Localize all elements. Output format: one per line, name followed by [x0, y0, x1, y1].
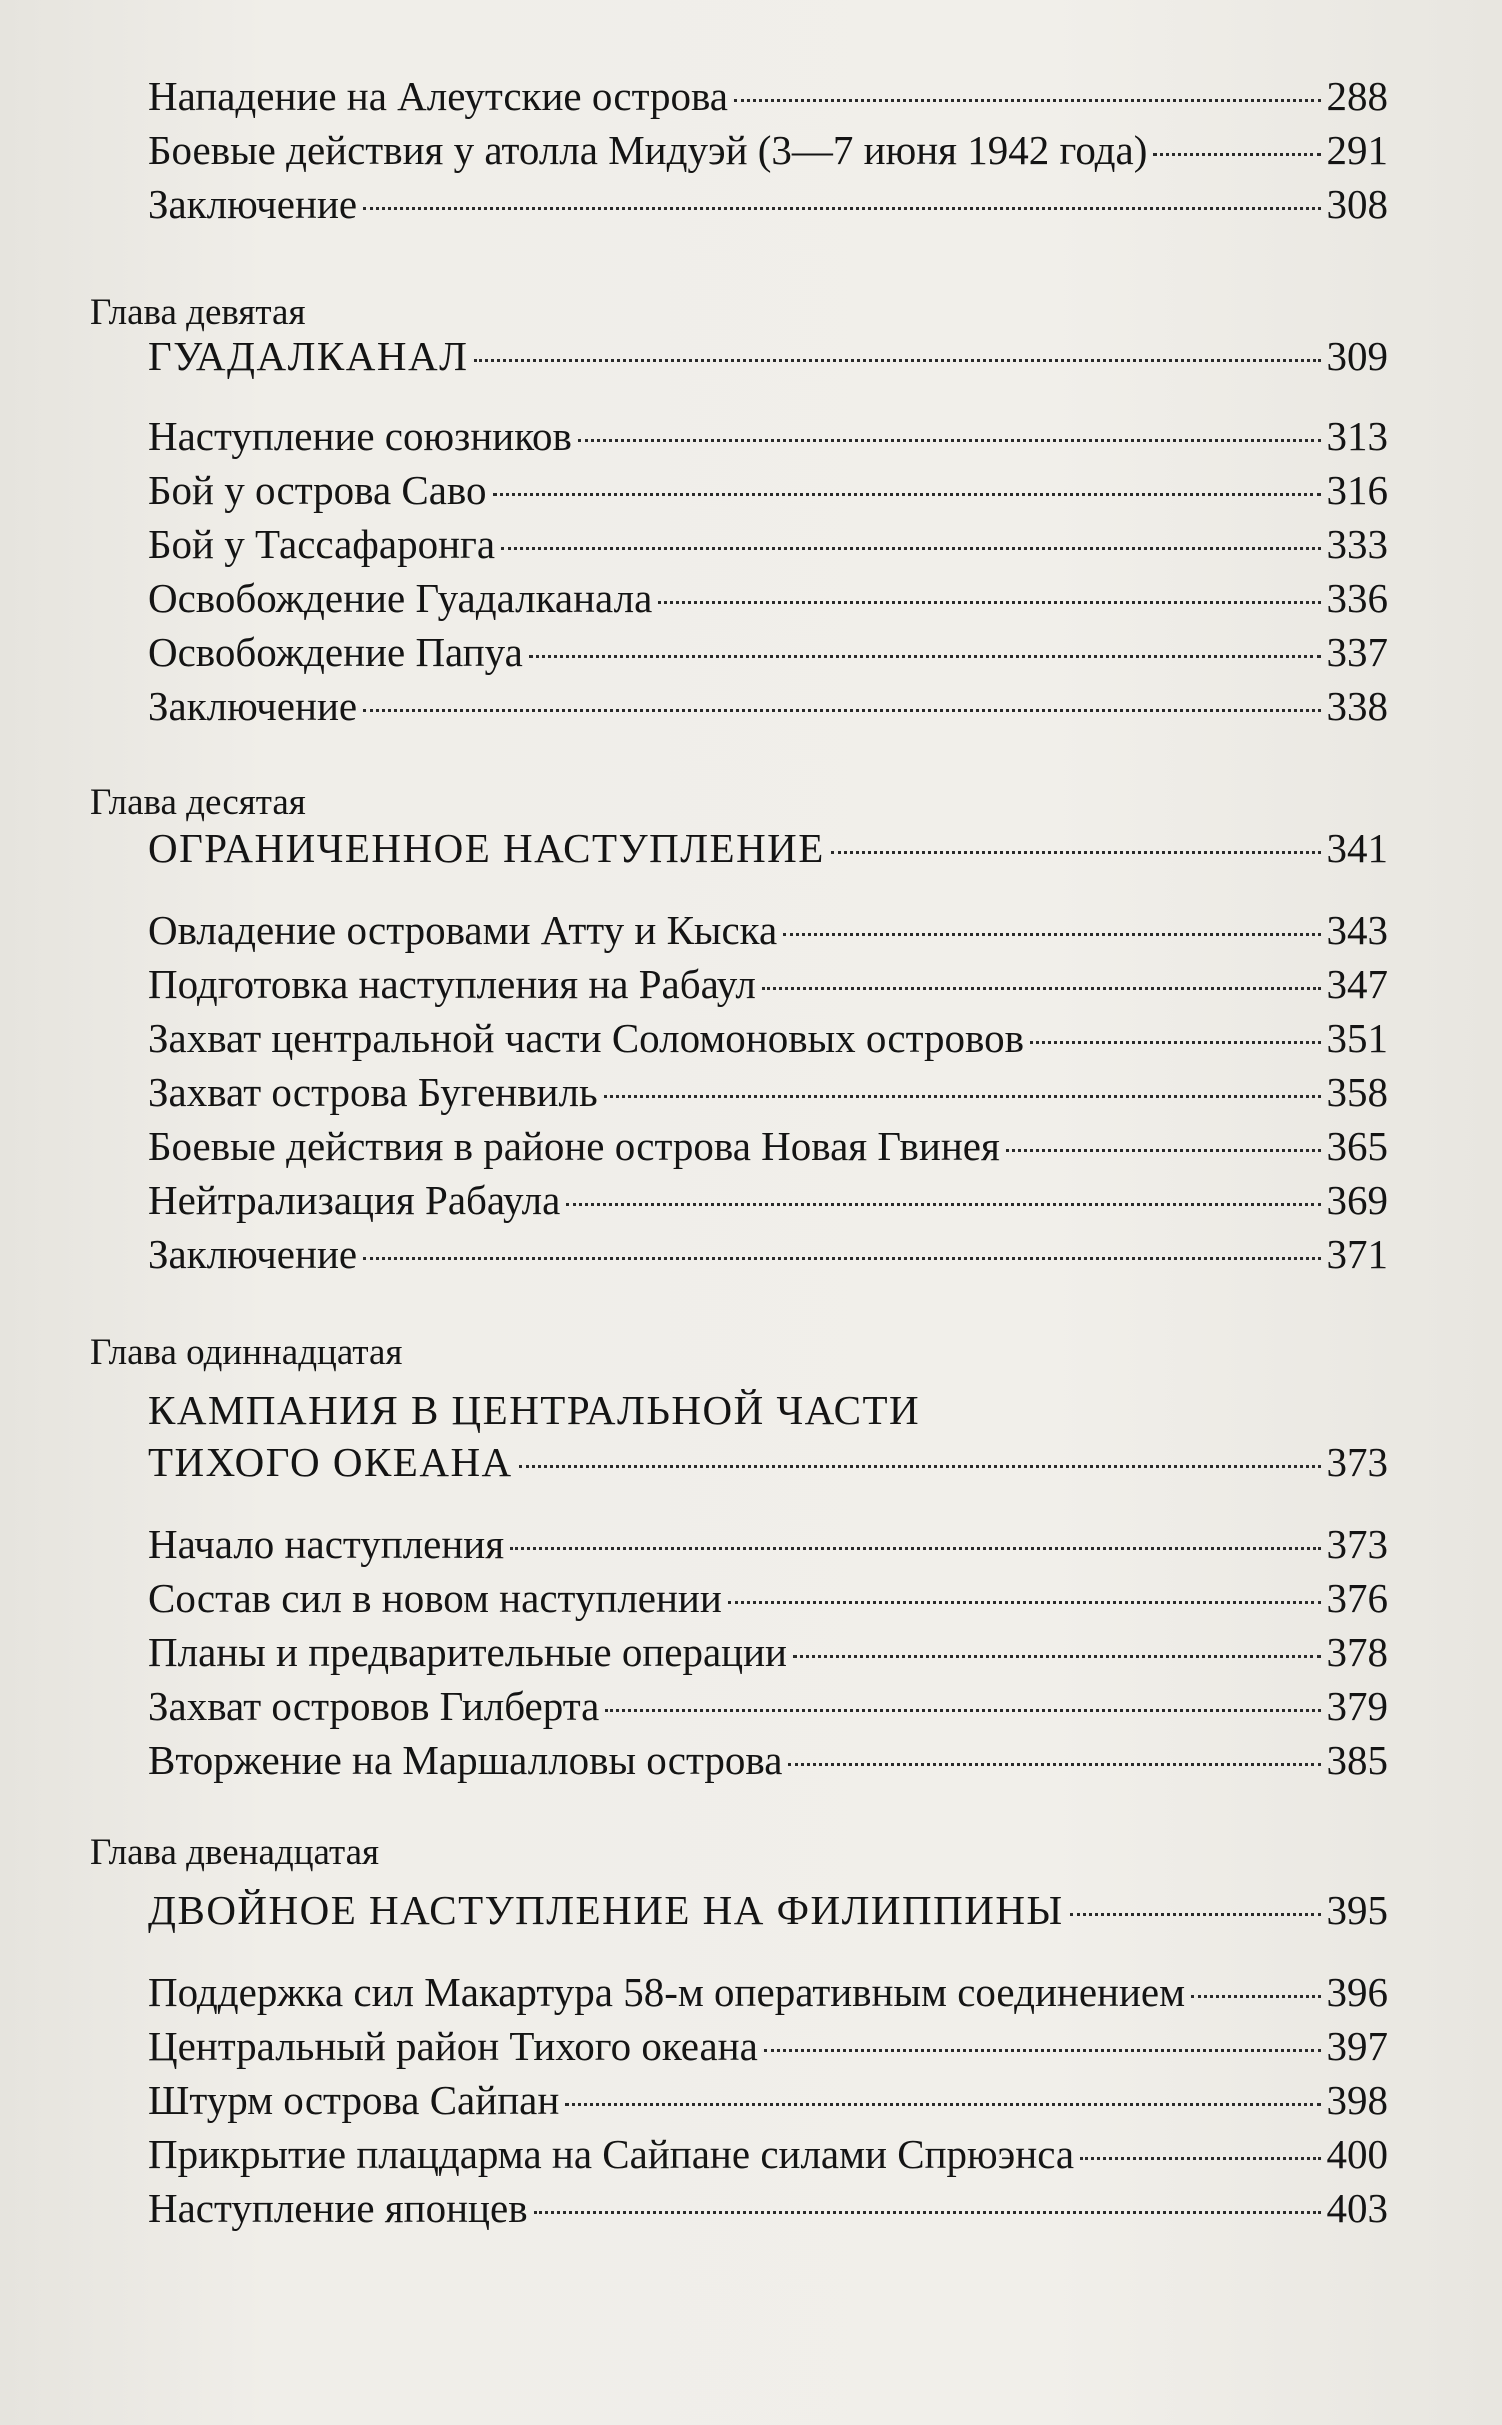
toc-entry-page: 396: [1326, 1969, 1388, 2015]
toc-entry-page: 373: [1326, 1521, 1388, 1567]
toc-entry: [148, 2020, 1388, 2072]
toc-entry-page: 343: [1326, 907, 1388, 953]
toc-entry-title: Центральный район Тихого океана: [148, 2023, 758, 2069]
toc-entry-title: Заключение: [148, 683, 358, 729]
toc-entry: [148, 518, 1388, 570]
toc-entry-page: 397: [1326, 2023, 1388, 2069]
toc-entry-page: 369: [1326, 1177, 1388, 1223]
chapter-heading-title: ОГРАНИЧЕННОЕ НАСТУПЛЕНИЕ: [148, 825, 825, 871]
dot-leader: [831, 851, 1321, 854]
toc-entry: [148, 1680, 1388, 1732]
toc-entry: [148, 958, 1388, 1010]
toc-entry-title: Заключение: [148, 181, 358, 227]
chapter-heading-title: ТИХОГО ОКЕАНА: [148, 1439, 513, 1485]
chapter-heading-page: 395: [1326, 1887, 1388, 1933]
chapter-heading: [148, 822, 1388, 874]
toc-entry-title: Подготовка наступления на Рабаул: [148, 961, 756, 1007]
toc-entry-page: 385: [1326, 1737, 1388, 1783]
dot-leader: [1070, 1913, 1321, 1916]
dot-leader: [474, 359, 1320, 362]
toc-entry: [148, 2074, 1388, 2126]
toc-entry: [148, 1626, 1388, 1678]
toc-entry-title: Захват островов Гилберта: [148, 1683, 600, 1729]
dot-leader: [510, 1547, 1320, 1550]
dot-leader: [1080, 2157, 1320, 2160]
toc-entry-title: Захват центральной части Соломоновых островов: [148, 1015, 1024, 1061]
toc-entry-title: Овладение островами Атту и Кыска: [148, 907, 778, 953]
toc-entry-title: Нападение на Алеутские острова: [148, 73, 729, 119]
toc-entry-page: 288: [1326, 73, 1388, 119]
toc-entry-title: Бой у острова Саво: [148, 467, 487, 513]
toc-entry-page: 308: [1326, 181, 1388, 227]
toc-entry-page: 337: [1326, 629, 1388, 675]
toc-entry: [148, 2182, 1388, 2234]
toc-entry-title: Прикрытие плацдарма на Сайпане силами Спрюэнса: [148, 2131, 1075, 2177]
chapter-label: Глава двенадцатая: [90, 1832, 380, 1873]
toc-entry: [148, 1228, 1388, 1280]
dot-leader: [783, 933, 1320, 936]
toc-entry: [148, 1734, 1388, 1786]
dot-leader: [793, 1655, 1321, 1658]
toc-entry-page: 333: [1326, 521, 1388, 567]
toc-entry-page: 376: [1326, 1575, 1388, 1621]
toc-entry-title: Боевые действия в районе острова Новая Гвинея: [148, 1123, 1000, 1169]
dot-leader: [1006, 1149, 1321, 1152]
toc-entry-page: 379: [1326, 1683, 1388, 1729]
chapter-label: Глава десятая: [90, 782, 306, 823]
toc-entry: [148, 410, 1388, 462]
toc-entry-title: Боевые действия у атолла Мидуэй (3—7 июня 1942 года): [148, 127, 1148, 173]
dot-leader: [501, 547, 1320, 550]
toc-entry: [148, 680, 1388, 732]
chapter-heading: [148, 1884, 1388, 1936]
chapter-heading-line: КАМПАНИЯ В ЦЕНТРАЛЬНОЙ ЧАСТИ: [148, 1387, 921, 1433]
chapter-label: Глава одиннадцатая: [90, 1332, 403, 1373]
toc-entry-title: Нейтрализация Рабаула: [148, 1177, 561, 1223]
chapter-heading-title: ГУАДАЛКАНАЛ: [148, 333, 469, 379]
dot-leader: [363, 1257, 1320, 1260]
toc-entry: [148, 1518, 1388, 1570]
dot-leader: [534, 2211, 1321, 2214]
chapter-heading-page: 309: [1326, 333, 1388, 379]
toc-entry-title: Наступление японцев: [148, 2185, 528, 2231]
toc-entry-page: 378: [1326, 1629, 1388, 1675]
dot-leader: [604, 1095, 1321, 1098]
toc-entry: [148, 1120, 1388, 1172]
toc-entry-page: 336: [1326, 575, 1388, 621]
toc-entry-title: Поддержка сил Макартура 58-м оперативным соединением: [148, 1969, 1186, 2015]
toc-entry: [148, 1572, 1388, 1624]
toc-entry: [148, 178, 1388, 230]
toc-entry: [148, 124, 1388, 176]
dot-leader: [578, 439, 1321, 442]
dot-leader: [734, 99, 1320, 102]
dot-leader: [493, 493, 1321, 496]
toc-entry: [148, 1012, 1388, 1064]
chapter-label: Глава девятая: [90, 292, 306, 333]
toc-entry-title: Освобождение Гуадалканала: [148, 575, 653, 621]
toc-entry-title: Начало наступления: [148, 1521, 505, 1567]
toc-entry-page: 403: [1326, 2185, 1388, 2231]
toc-entry-title: Наступление союзников: [148, 413, 572, 459]
dot-leader: [363, 709, 1320, 712]
chapter-heading-page: 341: [1326, 825, 1388, 871]
dot-leader: [519, 1465, 1321, 1468]
toc-entry-title: Вторжение на Маршалловы острова: [148, 1737, 783, 1783]
dot-leader: [762, 987, 1321, 990]
dot-leader: [764, 2049, 1321, 2052]
toc-entry-title: Планы и предварительные операции: [148, 1629, 787, 1675]
toc-entry: [148, 626, 1388, 678]
toc-entry-page: 347: [1326, 961, 1388, 1007]
chapter-heading-title: ДВОЙНОЕ НАСТУПЛЕНИЕ НА ФИЛИППИНЫ: [148, 1887, 1064, 1933]
toc-entry-title: Штурм острова Сайпан: [148, 2077, 560, 2123]
toc-entry-title: Освобождение Папуа: [148, 629, 523, 675]
dot-leader: [529, 655, 1321, 658]
toc-entry: [148, 2128, 1388, 2180]
toc-entry-page: 400: [1326, 2131, 1388, 2177]
toc-entry-page: 316: [1326, 467, 1388, 513]
dot-leader: [566, 1203, 1320, 1206]
dot-leader: [728, 1601, 1321, 1604]
dot-leader: [788, 1763, 1320, 1766]
dot-leader: [565, 2103, 1320, 2106]
dot-leader: [1030, 1041, 1321, 1044]
toc-entry-page: 313: [1326, 413, 1388, 459]
dot-leader: [1191, 1995, 1320, 1998]
toc-entry-page: 398: [1326, 2077, 1388, 2123]
toc-entry: [148, 904, 1388, 956]
chapter-heading: [148, 1436, 1388, 1488]
toc-entry-title: Захват острова Бугенвиль: [148, 1069, 598, 1115]
toc-entry: [148, 1066, 1388, 1118]
toc-entry-title: Бой у Тассафаронга: [148, 521, 496, 567]
toc-entry-page: 358: [1326, 1069, 1388, 1115]
dot-leader: [605, 1709, 1320, 1712]
dot-leader: [363, 207, 1320, 210]
toc-entry-page: 338: [1326, 683, 1388, 729]
toc-entry: [148, 464, 1388, 516]
toc-entry: [148, 1174, 1388, 1226]
toc-entry-page: 365: [1326, 1123, 1388, 1169]
toc-entry: [148, 572, 1388, 624]
toc-entry-title: Заключение: [148, 1231, 358, 1277]
toc-entry-title: Состав сил в новом наступлении: [148, 1575, 722, 1621]
chapter-heading: [148, 330, 1388, 382]
toc-entry: [148, 1966, 1388, 2018]
toc-entry-page: 351: [1326, 1015, 1388, 1061]
chapter-heading-page: 373: [1326, 1439, 1388, 1485]
toc-entry-page: 291: [1326, 127, 1388, 173]
toc-entry: [148, 70, 1388, 122]
dot-leader: [1153, 153, 1320, 156]
toc-entry-page: 371: [1326, 1231, 1388, 1277]
dot-leader: [658, 601, 1320, 604]
